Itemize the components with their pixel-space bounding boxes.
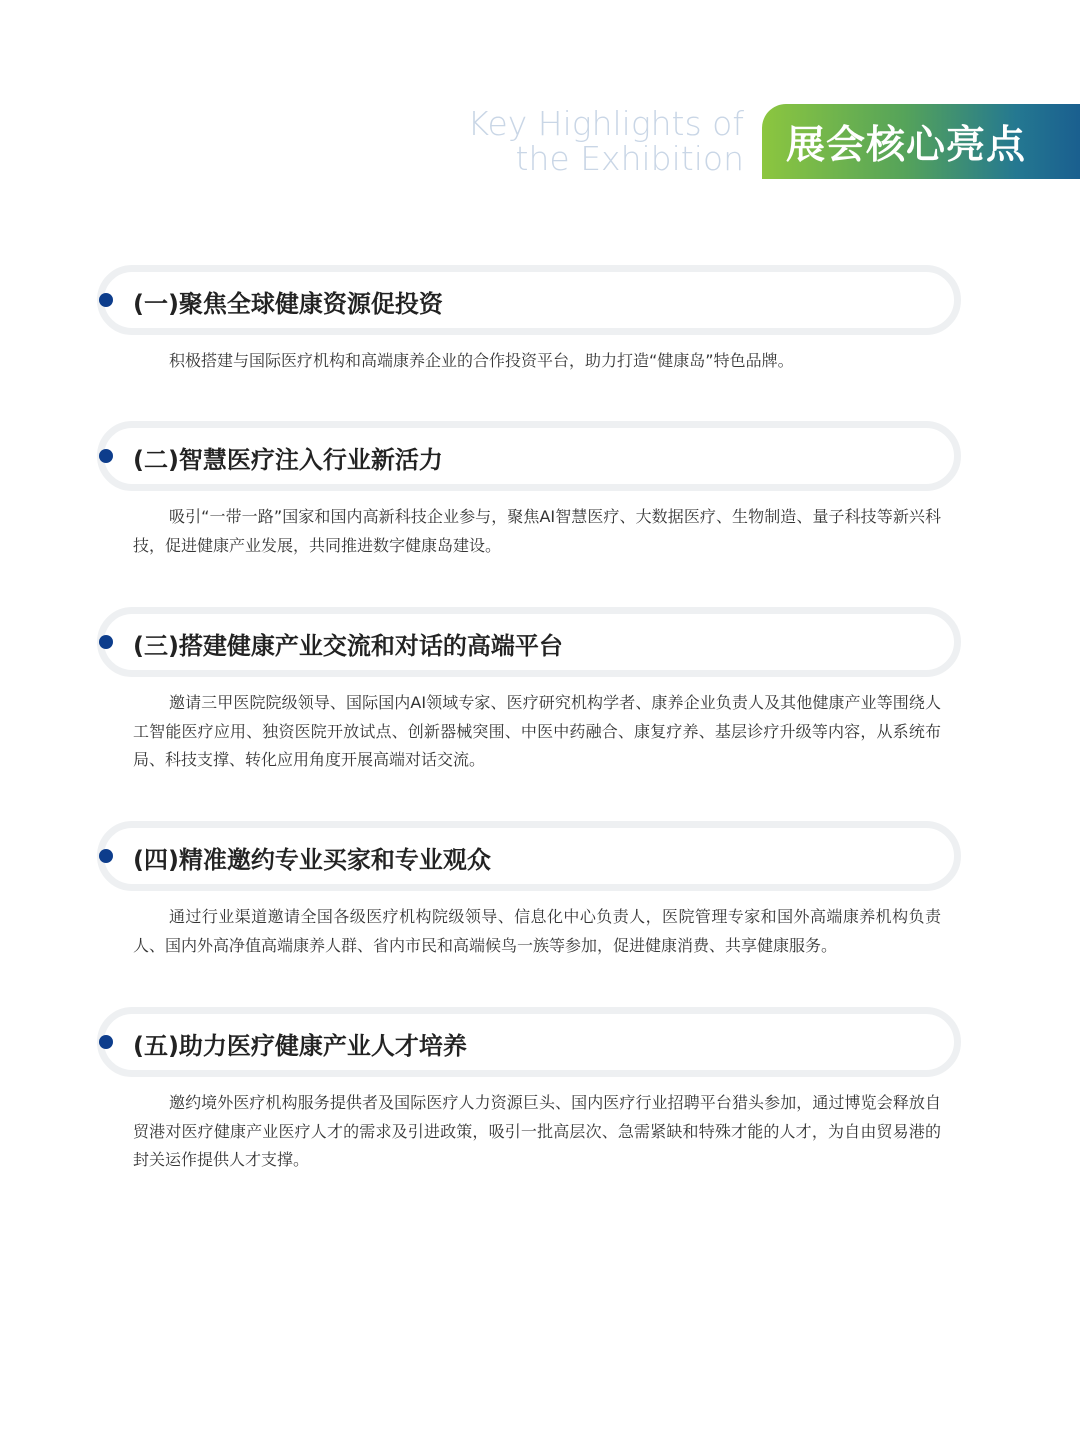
header-english-title: [467, 106, 744, 176]
section-title: (四)精准邀约专业买家和专业观众: [133, 846, 491, 874]
section-body: 积极搭建与国际医疗机构和高端康养企业的合作投资平台，助力打造“健康岛”特色品牌。: [169, 351, 794, 370]
header-title-badge: [762, 104, 1080, 179]
bullet-dot-icon: [99, 293, 113, 307]
bullet-dot-icon: [99, 635, 113, 649]
section-title: (二)智慧医疗注入行业新活力: [133, 446, 443, 474]
section-body: 吸引“一带一路”国家和国内高新科技企业参与，聚焦AI智慧医疗、大数据医疗、生物制造、量子科技等新兴科技，促进健康产业发展，共同推进数字健康岛建设。: [133, 507, 941, 555]
section-body: 邀请三甲医院院级领导、国际国内AI领域专家、医疗研究机构学者、康养企业负责人及其他健康产业等围绕人工智能医疗应用、独资医院开放试点、创新器械突围、中医中药融合、康复疗养、基层诊疗升级等内容，从系统布局、科技支撑、转化应用角度开展高端对话交流。: [133, 693, 941, 769]
section-body: 邀约境外医疗机构服务提供者及国际医疗人力资源巨头、国内医疗行业招聘平台猎头参加，通过博览会释放自贸港对医疗健康产业医疗人才的需求及引进政策，吸引一批高层次、急需紧缺和特殊才能的人才，为自由贸易港的封关运作提供人才支撑。: [133, 1093, 941, 1169]
header-english-line-2: the Exhibition: [515, 139, 744, 178]
header-chinese-title: 展会核心亮点: [786, 122, 1027, 168]
section-title: (三)搭建健康产业交流和对话的高端平台: [133, 632, 563, 660]
section-title: (一)聚焦全球健康资源促投资: [133, 290, 443, 318]
bullet-dot-icon: [99, 449, 113, 463]
section-body: 通过行业渠道邀请全国各级医疗机构院级领导、信息化中心负责人，医院管理专家和国外高端康养机构负责人、国内外高净值高端康养人群、省内市民和高端候鸟一族等参加，促进健康消费、共享健康服务。: [133, 907, 941, 955]
section-title: (五)助力医疗健康产业人才培养: [133, 1032, 467, 1060]
bullet-dot-icon: [99, 1035, 113, 1049]
header-english-line-1: Key Highlights of: [467, 104, 744, 143]
bullet-dot-icon: [99, 849, 113, 863]
